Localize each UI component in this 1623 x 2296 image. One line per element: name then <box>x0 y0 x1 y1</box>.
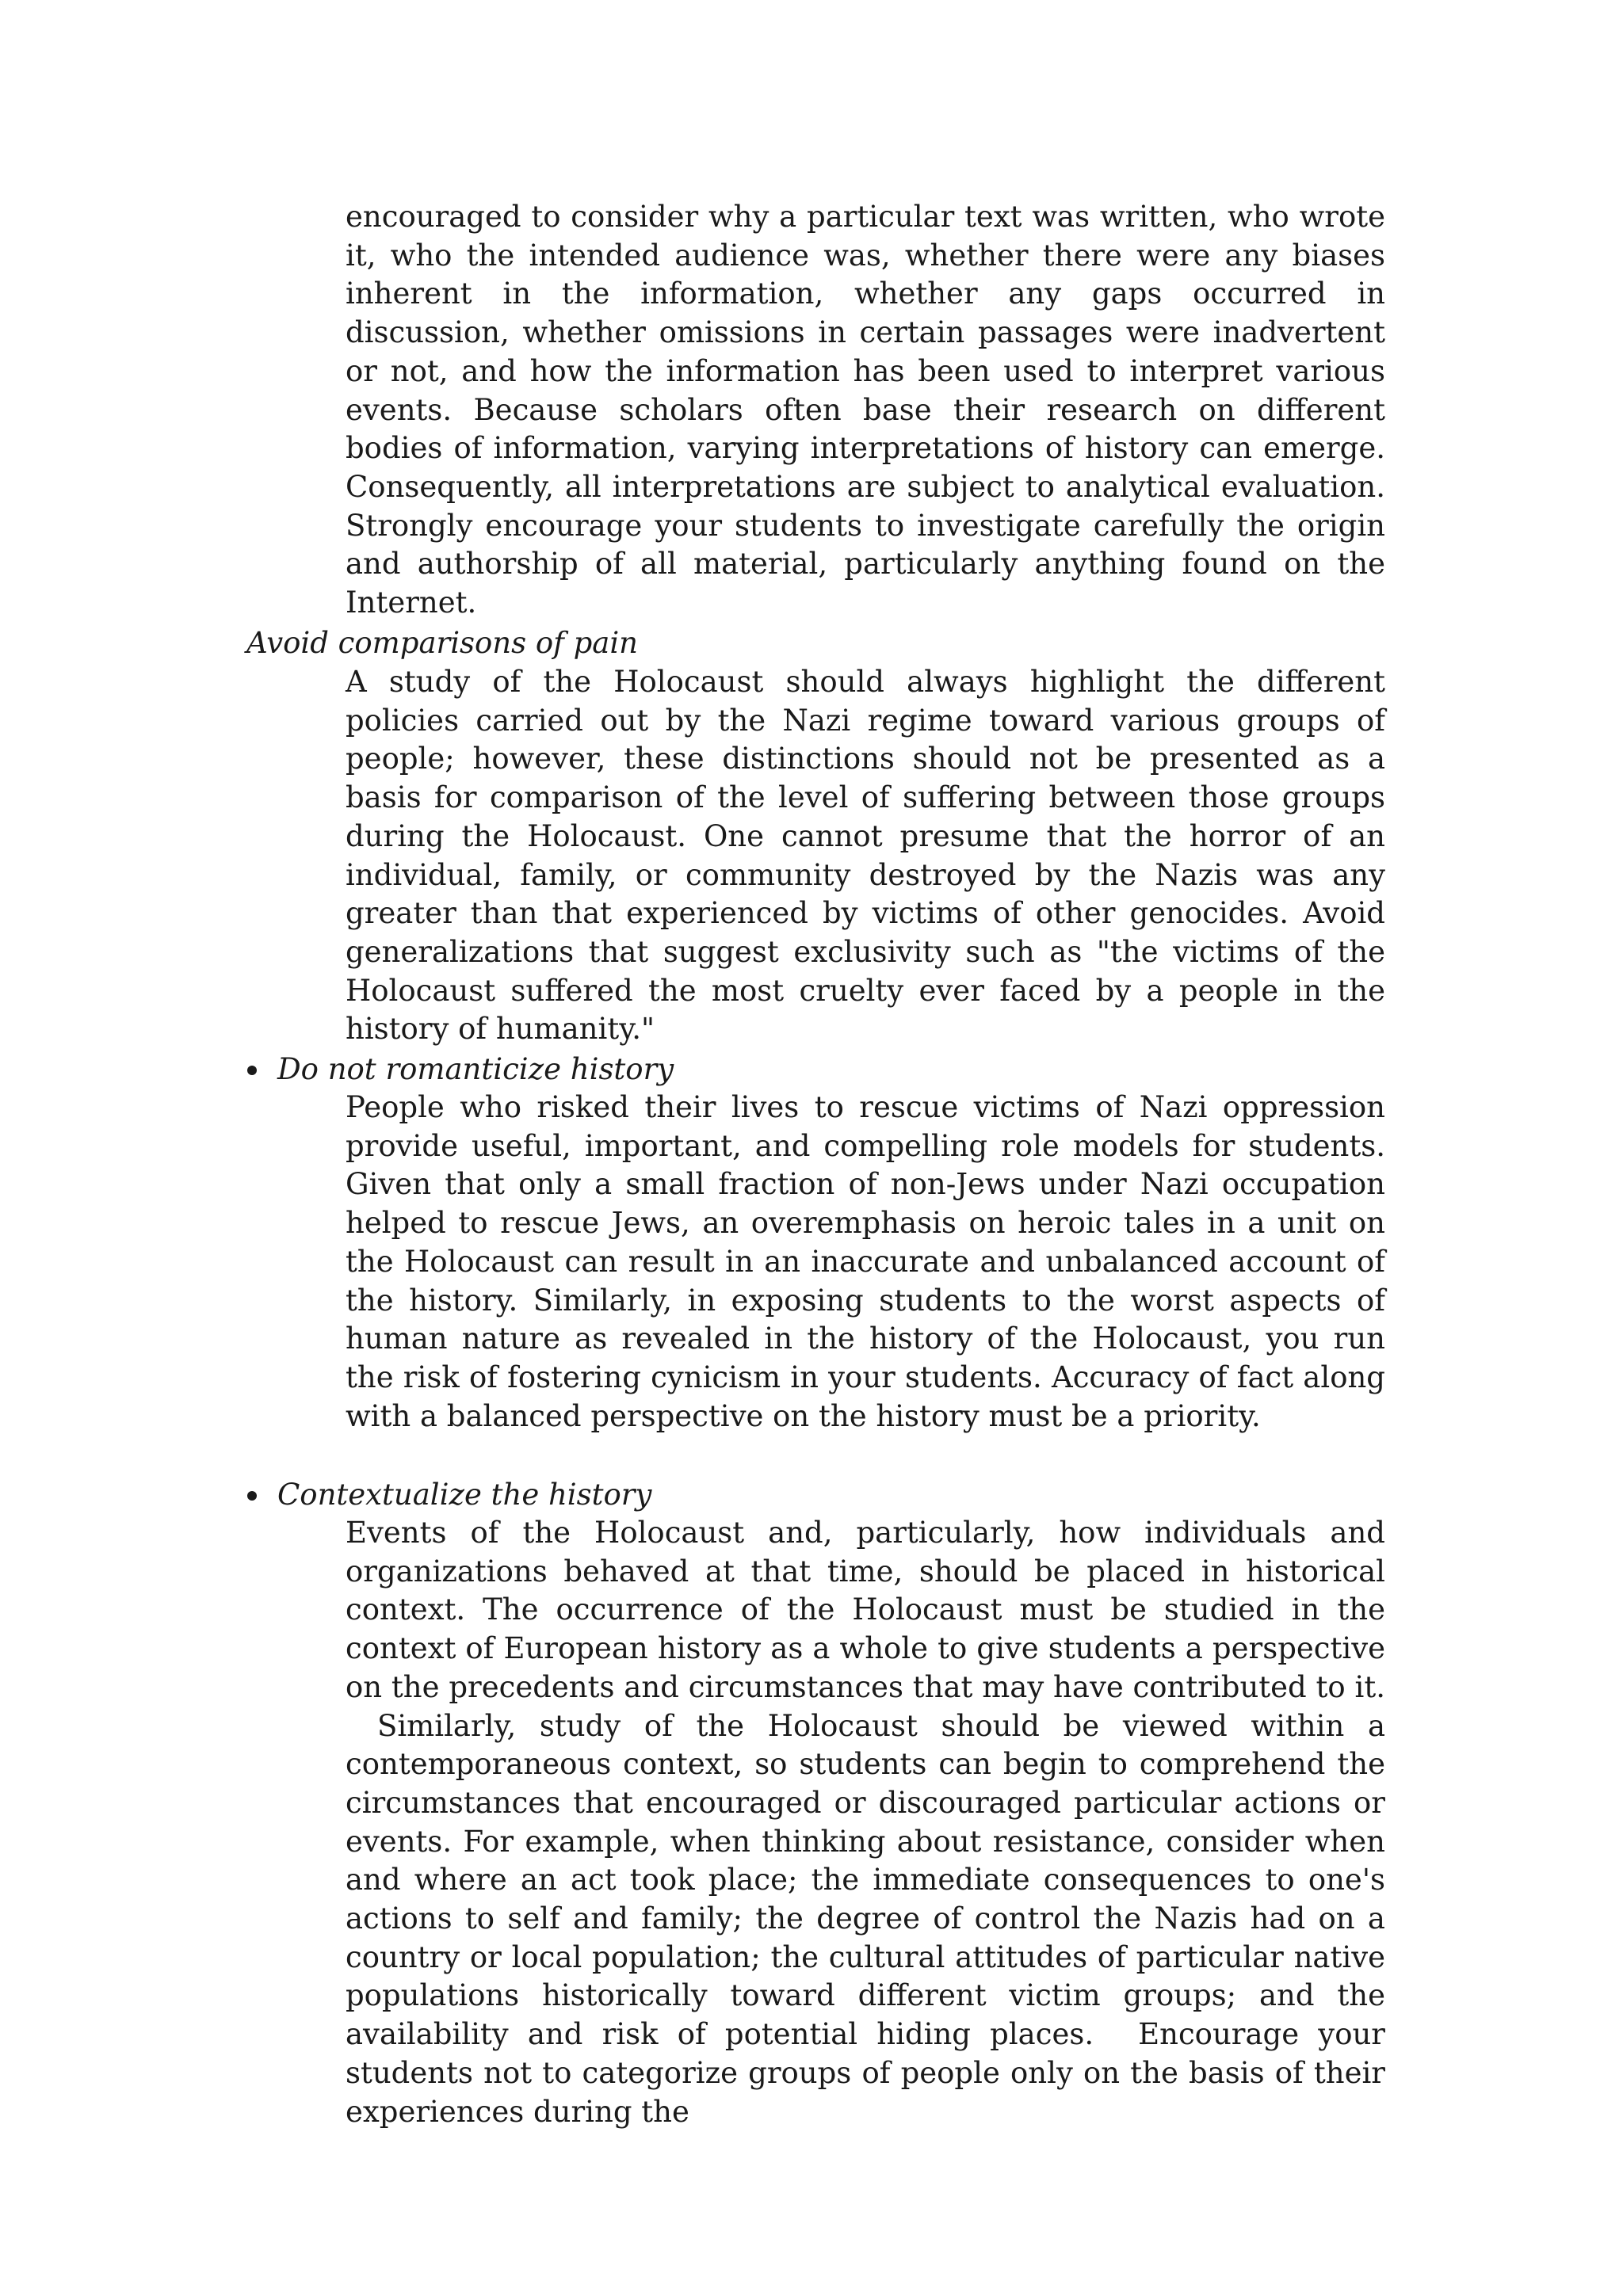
section-body-contextualize <box>346 1514 1385 2131</box>
section-body-do-not-romanticize: People who risked their lives to rescue victims of Nazi oppression provide useful, important, and compelling role models for students. Given that only a small fraction of non-Jews under Nazi occupation helped to rescue Jews, an overemphasis on heroic tales in a unit on the Holocaust can result in an inaccurate and unbalanced account of the history. Similarly, in exposing students to the worst aspects of human nature as revealed in the history of the Holocaust, you run the risk of fostering cynicism in your students. Accuracy of fact along with a balanced perspective on the history must be a priority. <box>346 1090 1385 1433</box>
bullet-icon <box>247 1066 257 1075</box>
section-body-contextualize-part1: Events of the Holocaust and, particularly, how individuals and organizations behaved at that time, should be placed in historical context. The occurrence of the Holocaust must be studied in the context of European history as a whole to give students a perspective on the precedents and circumstances that may have contributed to it. <box>346 1516 1385 1704</box>
section-heading-contextualize: Contextualize the history <box>277 1478 652 1512</box>
section-body-contextualize-part3: Encourage your students not to categorize groups of people only on the basis of their experiences during the <box>346 2017 1385 2129</box>
bullet-icon <box>247 1491 257 1501</box>
section-heading-avoid-comparisons: Avoid comparisons of pain <box>246 626 639 660</box>
section-body-contextualize-part2: Similarly, study of the Holocaust should be viewed within a contemporaneous context, so students can begin to comprehend the circumstances that encouraged or discouraged particular actions or events. For example, when thinking about resistance, consider when and where an act took place; the immediate consequences to one's actions to self and family; the degree of control the Nazis had on a country or local population; the cultural attitudes of particular native populations historically toward different victim groups; and the availability and risk of potential hiding places. <box>346 1708 1385 2052</box>
section-body-avoid-comparisons: A study of the Holocaust should always highlight the different policies carried out by the Nazi regime toward various groups of people; however, these distinctions should not be presented as a basis for comparison of the level of suffering between those groups during the Holocaust. One cannot presume that the horror of an individual, family, or community destroyed by the Nazis was any greater than that experienced by victims of other genocides. Avoid generalizations that suggest exclusivity such as "the victims of the Holocaust suffered the most cruelty ever faced by a people in the history of humanity." <box>346 665 1385 1047</box>
intro-paragraph: encouraged to consider why a particular text was written, who wrote it, who the intended audience was, whether there were any biases inherent in the information, whether any gaps occurred in discussion, whether omissions in certain passages were inadvertent or not, and how the information has been used to interpret various events. Because scholars often base their research on different bodies of information, varying interpretations of history can emerge. Consequently, all interpretations are subject to analytical evaluation. Strongly encourage your students to investigate carefully the origin and authorship of all material, particularly anything found on the Internet. <box>346 200 1385 620</box>
section-heading-do-not-romanticize: Do not romanticize history <box>277 1052 674 1086</box>
